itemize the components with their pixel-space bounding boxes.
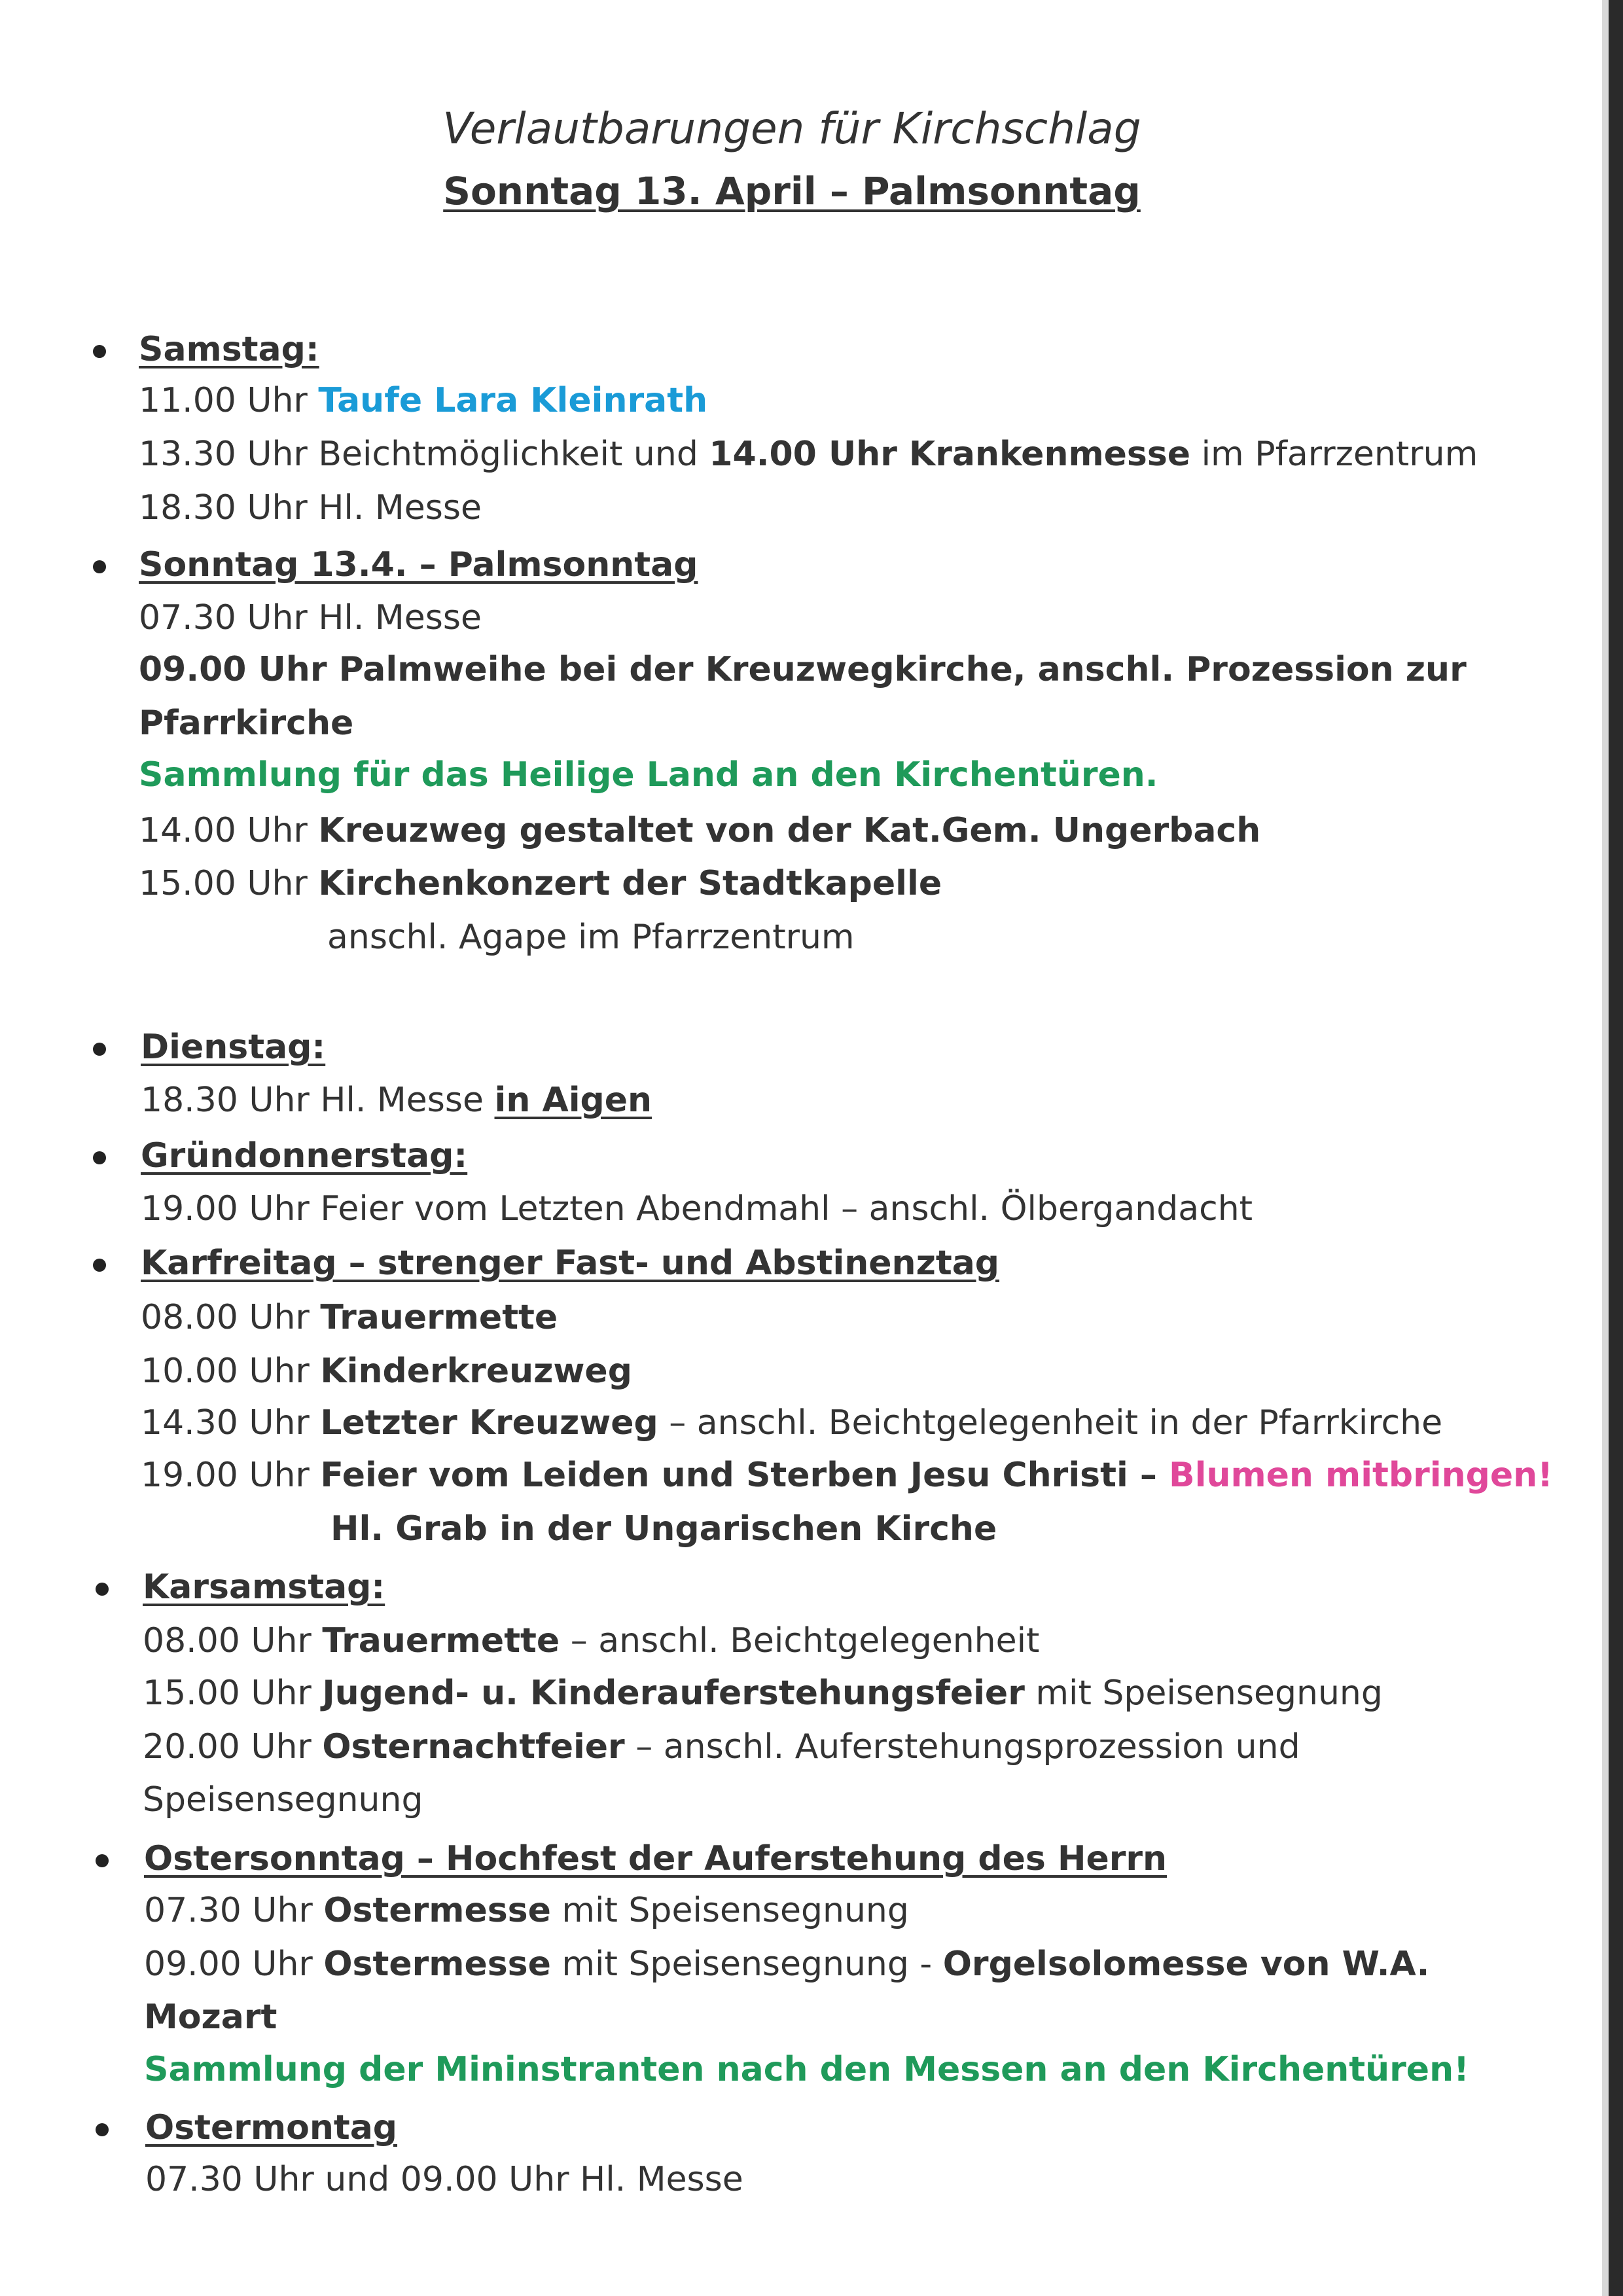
entry-line: 14.00 Uhr Kreuzweg gestaltet von der Kat.Gem. Ungerbach	[139, 811, 1261, 850]
entry-line: Mozart	[144, 1998, 277, 2037]
entry-line: 18.30 Uhr Hl. Messe in Aigen	[141, 1081, 652, 1120]
entry-line: 14.30 Uhr Letzter Kreuzweg – anschl. Beichtgelegenheit in der Pfarrkirche	[141, 1403, 1443, 1443]
bullet-icon	[93, 1151, 106, 1164]
entry-line: 11.00 Uhr Taufe Lara Kleinrath	[139, 381, 708, 420]
entry-line: 07.30 Uhr Hl. Messe	[139, 598, 482, 637]
bullet-icon	[93, 560, 106, 573]
entry-line: 07.30 Uhr und 09.00 Uhr Hl. Messe	[145, 2160, 743, 2199]
entry-line: 07.30 Uhr Ostermesse mit Speisensegnung	[144, 1891, 909, 1930]
entry-line: Hl. Grab in der Ungarischen Kirche	[330, 1509, 997, 1549]
bullet-icon	[93, 345, 106, 358]
heading-ostermontag: Ostermontag	[145, 2108, 398, 2147]
heading-ostersonntag: Ostersonntag – Hochfest der Auferstehung des Herrn	[144, 1839, 1168, 1878]
scan-edge-shadow	[1602, 0, 1609, 2296]
entry-line: 13.30 Uhr Beichtmöglichkeit und 14.00 Uhr Krankenmesse im Pfarrzentrum	[139, 435, 1478, 474]
bullet-icon	[93, 1259, 106, 1272]
entry-line: 08.00 Uhr Trauermette	[141, 1298, 558, 1337]
entry-line: 15.00 Uhr Kirchenkonzert der Stadtkapelle	[139, 864, 942, 903]
entry-line: 20.00 Uhr Osternachtfeier – anschl. Auferstehungsprozession und	[143, 1727, 1300, 1767]
bullet-icon	[96, 1583, 109, 1596]
heading-sonntag: Sonntag 13.4. – Palmsonntag	[139, 545, 698, 584]
entry-line: 09.00 Uhr Palmweihe bei der Kreuzwegkirche, anschl. Prozession zur	[139, 650, 1467, 689]
bullet-icon	[96, 2123, 109, 2136]
entry-line: 18.30 Uhr Hl. Messe	[139, 488, 482, 528]
heading-gruendonnerstag: Gründonnerstag:	[141, 1136, 468, 1175]
entry-line: 08.00 Uhr Trauermette – anschl. Beichtgelegenheit	[143, 1621, 1040, 1660]
heading-karfreitag: Karfreitag – strenger Fast- und Abstinenztag	[141, 1244, 1000, 1283]
document-subtitle: Sonntag 13. April – Palmsonntag	[443, 169, 1141, 213]
entry-line: 10.00 Uhr Kinderkreuzweg	[141, 1352, 632, 1391]
collection-notice: Sammlung für das Heilige Land an den Kirchentüren.	[139, 755, 1158, 795]
entry-line: 09.00 Uhr Ostermesse mit Speisensegnung - Orgelsolomesse von W.A.	[144, 1945, 1430, 1984]
entry-line: Pfarrkirche	[139, 704, 354, 743]
entry-line: Speisensegnung	[143, 1780, 423, 1820]
entry-line: 19.00 Uhr Feier vom Leiden und Sterben Jesu Christi – Blumen mitbringen!	[141, 1456, 1553, 1495]
heading-karsamstag: Karsamstag:	[143, 1568, 385, 1607]
heading-samstag: Samstag:	[139, 330, 319, 369]
entry-line: 19.00 Uhr Feier vom Letzten Abendmahl – anschl. Ölbergandacht	[141, 1189, 1253, 1229]
collection-notice: Sammlung der Mininstranten nach den Messen an den Kirchentüren!	[144, 2050, 1469, 2089]
scan-edge	[1609, 0, 1623, 2296]
bullet-icon	[96, 1854, 109, 1867]
document-title: Verlautbarungen für Kirchschlag	[442, 103, 1141, 154]
entry-line: 15.00 Uhr Jugend- u. Kinderauferstehungsfeier mit Speisensegnung	[143, 1674, 1383, 1713]
bullet-icon	[93, 1043, 106, 1056]
heading-dienstag: Dienstag:	[141, 1028, 326, 1067]
entry-line: anschl. Agape im Pfarrzentrum	[327, 918, 855, 957]
